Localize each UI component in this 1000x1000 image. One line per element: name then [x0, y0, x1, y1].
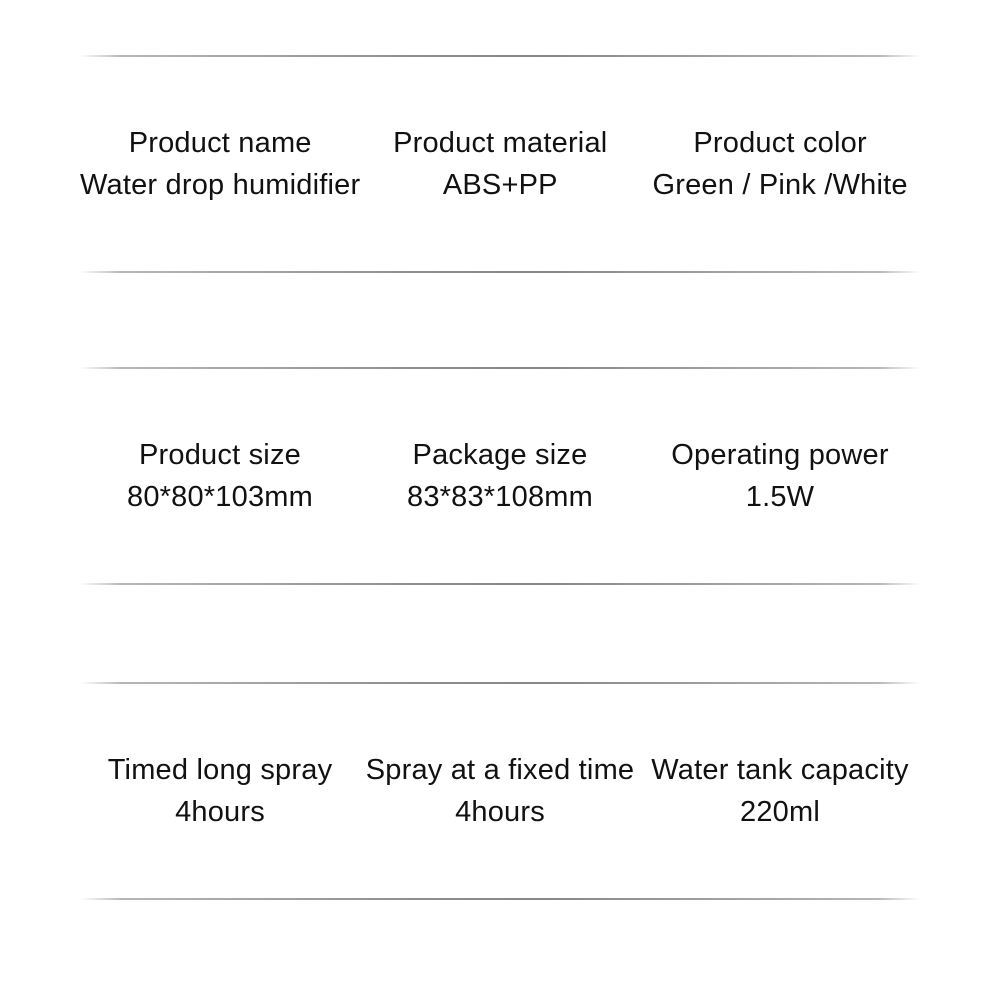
spec-cell-timed-long-spray — [80, 749, 360, 833]
spec-value: Green / Pink /White — [652, 169, 908, 201]
spec-value: ABS+PP — [442, 169, 558, 201]
row-spacer — [0, 273, 1000, 367]
spec-cell-product-size — [80, 434, 360, 518]
spec-cell-operating-power — [640, 434, 920, 518]
spec-value: 80*80*103mm — [127, 481, 313, 513]
spec-label: Product material — [393, 127, 608, 159]
spec-value: 83*83*108mm — [407, 481, 593, 513]
spec-row — [80, 57, 920, 271]
row-spacer — [0, 585, 1000, 682]
spec-cell-product-color — [640, 122, 920, 206]
spec-value: 4hours — [175, 796, 265, 828]
spec-label: Product color — [693, 127, 867, 159]
spec-label: Package size — [412, 439, 588, 471]
spec-cell-water-tank-capacity — [640, 749, 920, 833]
spec-row — [80, 369, 920, 583]
spec-cell-product-material — [360, 122, 640, 206]
spec-value: Water drop humidifier — [80, 169, 361, 201]
spec-cell-package-size — [360, 434, 640, 518]
spec-label: Product name — [128, 127, 312, 159]
spec-label: Spray at a fixed time — [365, 754, 635, 786]
spec-cell-product-name — [80, 122, 360, 206]
spec-value: 1.5W — [745, 481, 815, 513]
spec-label: Operating power — [671, 439, 889, 471]
spec-row — [80, 684, 920, 898]
spec-cell-spray-fixed-time — [360, 749, 640, 833]
spec-label: Product size — [139, 439, 301, 471]
spec-label: Timed long spray — [107, 754, 333, 786]
spec-value: 4hours — [455, 796, 545, 828]
divider-line — [80, 898, 920, 900]
spec-value: 220ml — [740, 796, 820, 828]
spec-label: Water tank capacity — [651, 754, 909, 786]
